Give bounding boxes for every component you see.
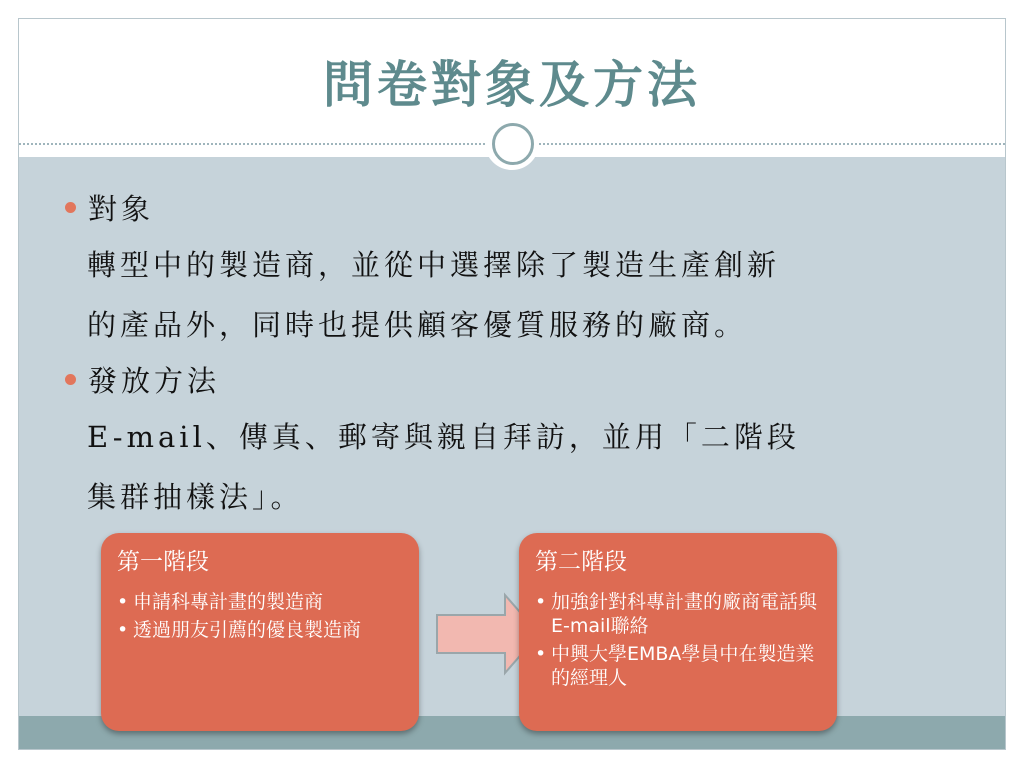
bullet-dot-icon bbox=[65, 202, 76, 213]
bullet-dot-icon: • bbox=[117, 591, 129, 613]
bullet-dot-icon: • bbox=[117, 619, 129, 641]
stage-box-second bbox=[519, 533, 837, 731]
bullet-heading: 發放方法 bbox=[88, 364, 221, 398]
stage-item-text: 透過朋友引薦的優良製造商 bbox=[133, 619, 362, 641]
bullet-dot-icon: • bbox=[535, 591, 547, 613]
ornament-ring bbox=[492, 123, 534, 165]
bullet-dot-icon: • bbox=[535, 643, 547, 665]
slide-title: 問卷對象及方法 bbox=[323, 55, 701, 114]
bullet-method bbox=[65, 359, 220, 400]
stage-item bbox=[533, 642, 823, 690]
circle-ring-icon bbox=[485, 116, 539, 170]
stage-item-text: 中興大學EMBA學員中在製造業的經理人 bbox=[551, 643, 815, 689]
bullet-heading: 對象 bbox=[88, 192, 155, 226]
bullet-text-line: 集群抽樣法」。 bbox=[87, 480, 304, 514]
stage-title: 第一階段 bbox=[117, 549, 209, 575]
bullet-text-line: E-mail、傳真、郵寄與親自拜訪，並用「二階段 bbox=[87, 420, 800, 454]
stage-item-text: 申請科專計畫的製造商 bbox=[133, 591, 324, 613]
bullet-text-line: 轉型中的製造商，並從中選擇除了製造生產創新 bbox=[87, 248, 781, 282]
stage-box-first bbox=[101, 533, 419, 731]
stage-item bbox=[115, 590, 405, 614]
bullet-target bbox=[65, 187, 154, 228]
stage-title: 第二階段 bbox=[535, 549, 627, 575]
stage-list bbox=[115, 590, 405, 642]
slide bbox=[18, 18, 1006, 750]
bullet-text-line: 的產品外，同時也提供顧客優質服務的廠商。 bbox=[87, 308, 748, 342]
bullet-dot-icon bbox=[65, 374, 76, 385]
stage-item bbox=[533, 590, 823, 638]
stage-item bbox=[115, 618, 405, 642]
stage-item-text: 加強針對科專計畫的廠商電話與E-mail聯絡 bbox=[551, 591, 818, 637]
stage-list bbox=[533, 590, 823, 690]
